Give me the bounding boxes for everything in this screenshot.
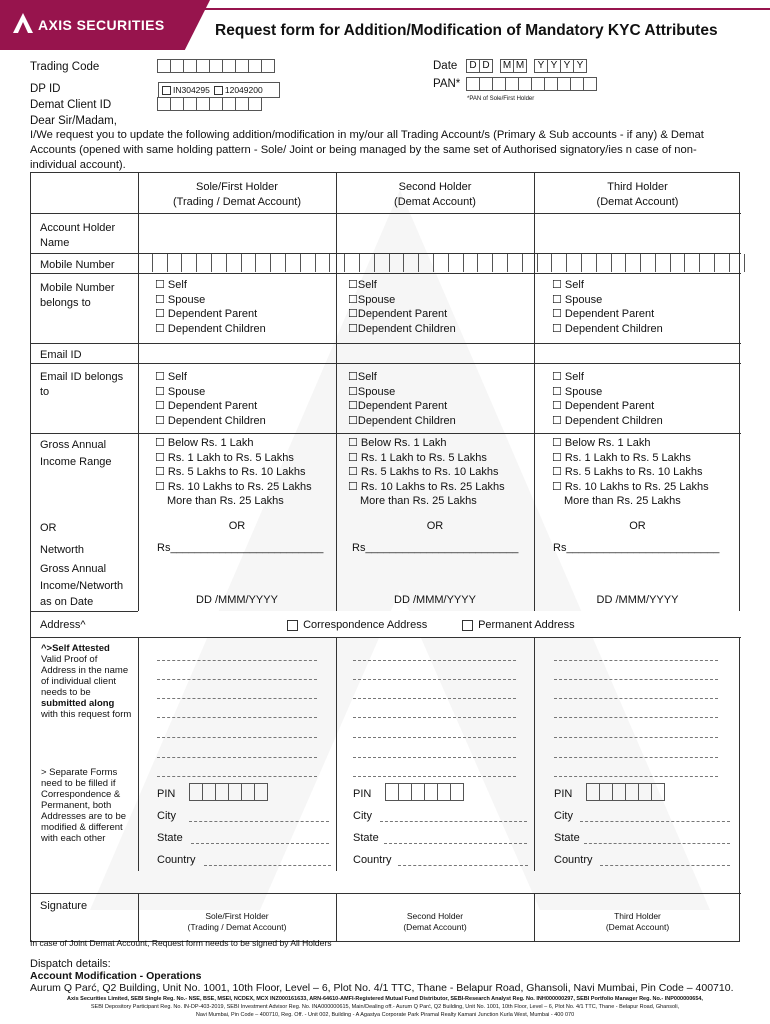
demat-client-id-label: Demat Client ID [30, 99, 112, 111]
income-option: Rs. 5 Lakhs to Rs. 10 Lakhs [167, 466, 306, 478]
option-spouse: Spouse [167, 293, 206, 306]
dispatch-dept: Account Modification - Operations [30, 970, 202, 982]
date-cell: D [466, 59, 480, 73]
legal-line-2: SEBI Depository Participant Reg. No. IN-DP-403-2019, SEBI Investment Advisor Reg. No. INA000000615, Main/Dealing off.- Aurum Q Parć, Q2 Building, Unit No. 1001, 10th Floor, Level – 6, Plot No. 4/1 TTC, Thane - Belapur Road, Ghansoli, [90, 1004, 680, 1010]
option-spouse: Spouse [564, 385, 603, 398]
dispatch-label: Dispatch details: [30, 958, 111, 970]
date-label: Date [433, 60, 458, 72]
signature-third-title: Third Holder [614, 911, 661, 921]
option-dependent-children: Dependent Children [357, 414, 456, 427]
axis-logo-icon [12, 12, 34, 34]
option-self: Self [564, 371, 584, 383]
dp-option-2-label: 12049200 [224, 84, 263, 95]
pin-boxes-first[interactable] [190, 783, 268, 801]
income-option: Rs. 1 Lakh to Rs. 5 Lakhs [360, 451, 487, 464]
mobile-belongs-third[interactable]: ☐ Self ☐ Spouse ☐ Dependent Parent ☐ Dependent Children [552, 279, 663, 335]
as-on-date-label: Gross Annual Income/Networth as on Date [40, 563, 124, 608]
option-dependent-parent: Dependent Parent [357, 400, 448, 412]
account-holder-label: Account Holder Name [40, 222, 116, 249]
email-belongs-label: Email ID belongs to [40, 371, 124, 398]
date-cell: Y [573, 59, 587, 73]
signature-second[interactable] [336, 911, 534, 933]
dp-id-options [158, 82, 280, 98]
city-label-third: City [554, 810, 573, 822]
option-spouse: Spouse [167, 385, 206, 398]
option-dependent-children: Dependent Children [167, 414, 266, 427]
option-self: Self [357, 371, 377, 383]
option-dependent-children: Dependent Children [564, 322, 663, 335]
city-label-first: City [157, 810, 176, 822]
correspondence-option[interactable] [287, 618, 427, 633]
income-option: Rs. 10 Lakhs to Rs. 25 Lakhs [360, 480, 505, 493]
dispatch-address: Aurum Q Parć, Q2 Building, Unit No. 1001, 10th Floor, Level – 6, Plot No. 4/1 TTC, Thane - Belapur Road, Ghansoli, Navi Mumbai, Pin Code – 400710. [30, 982, 734, 994]
country-label-second: Country [353, 854, 392, 866]
dp-id-label: DP ID [30, 83, 61, 95]
networth-third[interactable]: Rs_________________________ [553, 542, 720, 554]
as-on-date-third[interactable]: DD /MMM/YYYY [596, 594, 679, 606]
dp-option-1-label: IN304295 [173, 84, 210, 95]
self-attested-bold: submitted along [41, 698, 115, 709]
country-label-third: Country [554, 854, 593, 866]
income-option: More than Rs. 25 Lakhs [564, 495, 681, 507]
date-cell: M [513, 59, 527, 73]
permanent-option[interactable] [462, 618, 575, 633]
joint-note: In case of Joint Demat Account, Request form needs to be signed by All Holders [30, 938, 332, 948]
form-title: Request form for Addition/Modification of Mandatory KYC Attributes [215, 22, 718, 39]
trading-code-label: Trading Code [30, 61, 100, 73]
option-self: Self [564, 279, 584, 291]
self-attested-text: Valid Proof of Address in the name of individual client needs to be [41, 654, 129, 698]
legal-line-3: Navi Mumbai, Pin Code – 400710, Reg. Off. - Unit 002, Building - A Agastya Corporate Park Piramal Realty Kamani Junction Kurla West, Mumbai - 400 070 [195, 1012, 575, 1018]
or-label: OR [40, 522, 57, 534]
self-attested-title: ^>Self Attested [41, 643, 110, 654]
col-header-first-title: Sole/First Holder [196, 181, 278, 193]
separate-forms-note: > Separate Forms need to be filled if Correspondence & Permanent, both Addresses are to be modified & different with each other [41, 767, 127, 844]
option-dependent-parent: Dependent Parent [167, 400, 258, 412]
col-header-third-title: Third Holder [607, 181, 668, 193]
mobile-label: Mobile Number [40, 259, 115, 271]
signature-third[interactable] [534, 911, 741, 933]
date-cell: Y [534, 59, 548, 73]
income-option: Rs. 1 Lakh to Rs. 5 Lakhs [167, 451, 294, 464]
checkbox-icon [462, 620, 473, 631]
or-first: OR [228, 520, 246, 532]
pin-label-second: PIN [353, 788, 372, 800]
col-header-third [534, 180, 741, 209]
pan-note: *PAN of Sole/First Holder [467, 96, 535, 102]
demat-client-id-boxes[interactable] [158, 97, 262, 111]
request-paragraph: I/We request you to update the following addition/modification in my/our all Trading Account/s (Primary & Sub accounts - if any) & Demat Accounts (opened with same holding pattern - Sole/ Joint or being managed by the same set of Authorised signatory/ies n case of non-individual account). [30, 129, 704, 171]
dp-option-2[interactable] [214, 85, 263, 95]
col-header-third-sub: (Demat Account) [596, 195, 679, 208]
networth-second[interactable]: Rs_________________________ [352, 542, 519, 554]
kyc-table [30, 172, 740, 942]
date-cell: D [479, 59, 493, 73]
col-header-second-sub: (Demat Account) [394, 195, 476, 208]
income-option: Below Rs. 1 Lakh [167, 437, 254, 449]
option-dependent-children: Dependent Children [564, 414, 663, 427]
mobile-belongs-first[interactable]: ☐ Self ☐ Spouse ☐ Dependent Parent ☐ Dependent Children [155, 279, 266, 335]
income-option: Rs. 5 Lakhs to Rs. 10 Lakhs [360, 466, 499, 478]
dp-option-1[interactable] [162, 85, 210, 95]
as-on-date-first[interactable]: DD /MMM/YYYY [196, 594, 278, 606]
option-spouse: Spouse [564, 293, 603, 306]
networth-label: Networth [40, 544, 85, 556]
as-on-date-second[interactable]: DD /MMM/YYYY [394, 594, 476, 606]
option-spouse: Spouse [357, 385, 396, 398]
mobile-belongs-label: Mobile Number belongs to [40, 282, 115, 309]
correspondence-label: Correspondence Address [303, 619, 428, 631]
city-label-second: City [353, 810, 372, 822]
income-second[interactable]: ☐ Below Rs. 1 Lakh ☐ Rs. 1 Lakh to Rs. 5 Lakhs ☐ Rs. 5 Lakhs to Rs. 10 Lakhs ☐ Rs. 10 Lakhs to Rs. 25 Lakhs More than Rs. 25 Lakhs [348, 437, 505, 507]
income-option: Rs. 5 Lakhs to Rs. 10 Lakhs [564, 466, 703, 478]
email-belongs-third[interactable]: ☐ Self ☐ Spouse ☐ Dependent Parent ☐ Dependent Children [552, 371, 663, 427]
salutation: Dear Sir/Madam, [30, 115, 117, 127]
income-option: Rs. 10 Lakhs to Rs. 25 Lakhs [167, 480, 312, 493]
email-belongs-first[interactable]: ☐ Self ☐ Spouse ☐ Dependent Parent ☐ Dependent Children [155, 371, 266, 427]
col-header-second [336, 180, 534, 209]
address-label: Address^ [40, 619, 86, 631]
option-spouse: Spouse [357, 293, 396, 306]
checkbox-icon [214, 86, 223, 95]
signature-first-title: Sole/First Holder [205, 911, 269, 921]
option-self: Self [167, 279, 187, 291]
income-option: Below Rs. 1 Lakh [360, 437, 447, 449]
option-self: Self [357, 279, 377, 291]
option-dependent-children: Dependent Children [357, 322, 456, 335]
state-label-first: State [157, 832, 183, 844]
state-label-second: State [353, 832, 379, 844]
state-label-third: State [554, 832, 580, 844]
signature-second-title: Second Holder [406, 911, 464, 921]
option-dependent-parent: Dependent Parent [564, 400, 655, 412]
self-attested-note [41, 643, 133, 720]
income-first[interactable]: ☐ Below Rs. 1 Lakh ☐ Rs. 1 Lakh to Rs. 5 Lakhs ☐ Rs. 5 Lakhs to Rs. 10 Lakhs ☐ Rs. 10 Lakhs to Rs. 25 Lakhs More than Rs. 25 Lakhs [155, 437, 312, 507]
date-boxes[interactable] [467, 59, 587, 73]
pin-boxes-second[interactable] [386, 783, 464, 801]
date-cell: M [500, 59, 514, 73]
country-label-first: Country [157, 854, 196, 866]
trading-code-boxes[interactable] [158, 59, 275, 73]
income-option: Rs. 10 Lakhs to Rs. 25 Lakhs [564, 480, 709, 493]
email-label: Email ID [40, 349, 82, 361]
legal-line-1: Axis Securities Limited, SEBI Single Reg. No.- NSE, BSE, MSEI, NCDEX, MCX INZ000161633, ARN-64610-AMFI-Registered Mutual Fund Distributor, SEBI-Research Analyst Reg. No. INH000000297, SEBI Portfolio Manager Reg. No.- INP000000654, [67, 996, 703, 1002]
pin-boxes-third[interactable] [587, 783, 665, 801]
networth-first[interactable]: Rs_________________________ [157, 542, 324, 554]
income-option: More than Rs. 25 Lakhs [167, 495, 284, 507]
income-option: More than Rs. 25 Lakhs [360, 495, 477, 507]
date-cell: Y [547, 59, 561, 73]
brand-name: AXIS SECURITIES [38, 17, 165, 33]
pan-label: PAN* [433, 78, 461, 90]
option-dependent-parent: Dependent Parent [167, 308, 258, 320]
option-dependent-parent: Dependent Parent [564, 308, 655, 320]
option-dependent-parent: Dependent Parent [357, 308, 448, 320]
income-label: Gross Annual Income Range [40, 439, 112, 468]
pan-boxes[interactable] [467, 77, 597, 91]
pin-label-first: PIN [157, 788, 176, 800]
signature-third-sub: (Demat Account) [605, 922, 670, 932]
income-option: Below Rs. 1 Lakh [564, 437, 651, 449]
or-second: OR [426, 520, 444, 532]
signature-first[interactable] [138, 911, 336, 933]
option-self: Self [167, 371, 187, 383]
signature-first-sub: (Trading / Demat Account) [187, 922, 287, 932]
option-dependent-children: Dependent Children [167, 322, 266, 335]
title-rule [196, 8, 770, 10]
signature-label: Signature [40, 900, 88, 912]
col-header-first [138, 180, 336, 209]
income-option: Rs. 1 Lakh to Rs. 5 Lakhs [564, 451, 691, 464]
self-attested-text2: with this request form [41, 709, 132, 720]
form-header [0, 0, 770, 58]
income-third[interactable]: ☐ Below Rs. 1 Lakh ☐ Rs. 1 Lakh to Rs. 5 Lakhs ☐ Rs. 5 Lakhs to Rs. 10 Lakhs ☐ Rs. 10 Lakhs to Rs. 25 Lakhs More than Rs. 25 Lakhs [552, 437, 709, 507]
signature-second-sub: (Demat Account) [403, 922, 467, 932]
mobile-boxes[interactable] [138, 254, 745, 272]
mobile-belongs-second[interactable]: ☐Self ☐Spouse ☐Dependent Parent ☐Dependent Children [348, 279, 456, 335]
date-cell: Y [560, 59, 574, 73]
col-header-first-sub: (Trading / Demat Account) [173, 195, 301, 208]
permanent-label: Permanent Address [478, 619, 575, 631]
email-belongs-second[interactable]: ☐Self ☐Spouse ☐Dependent Parent ☐Dependent Children [348, 371, 456, 427]
col-header-second-title: Second Holder [398, 181, 472, 193]
or-third: OR [629, 520, 646, 532]
pin-label-third: PIN [554, 788, 573, 800]
checkbox-icon [162, 86, 171, 95]
checkbox-icon [287, 620, 298, 631]
